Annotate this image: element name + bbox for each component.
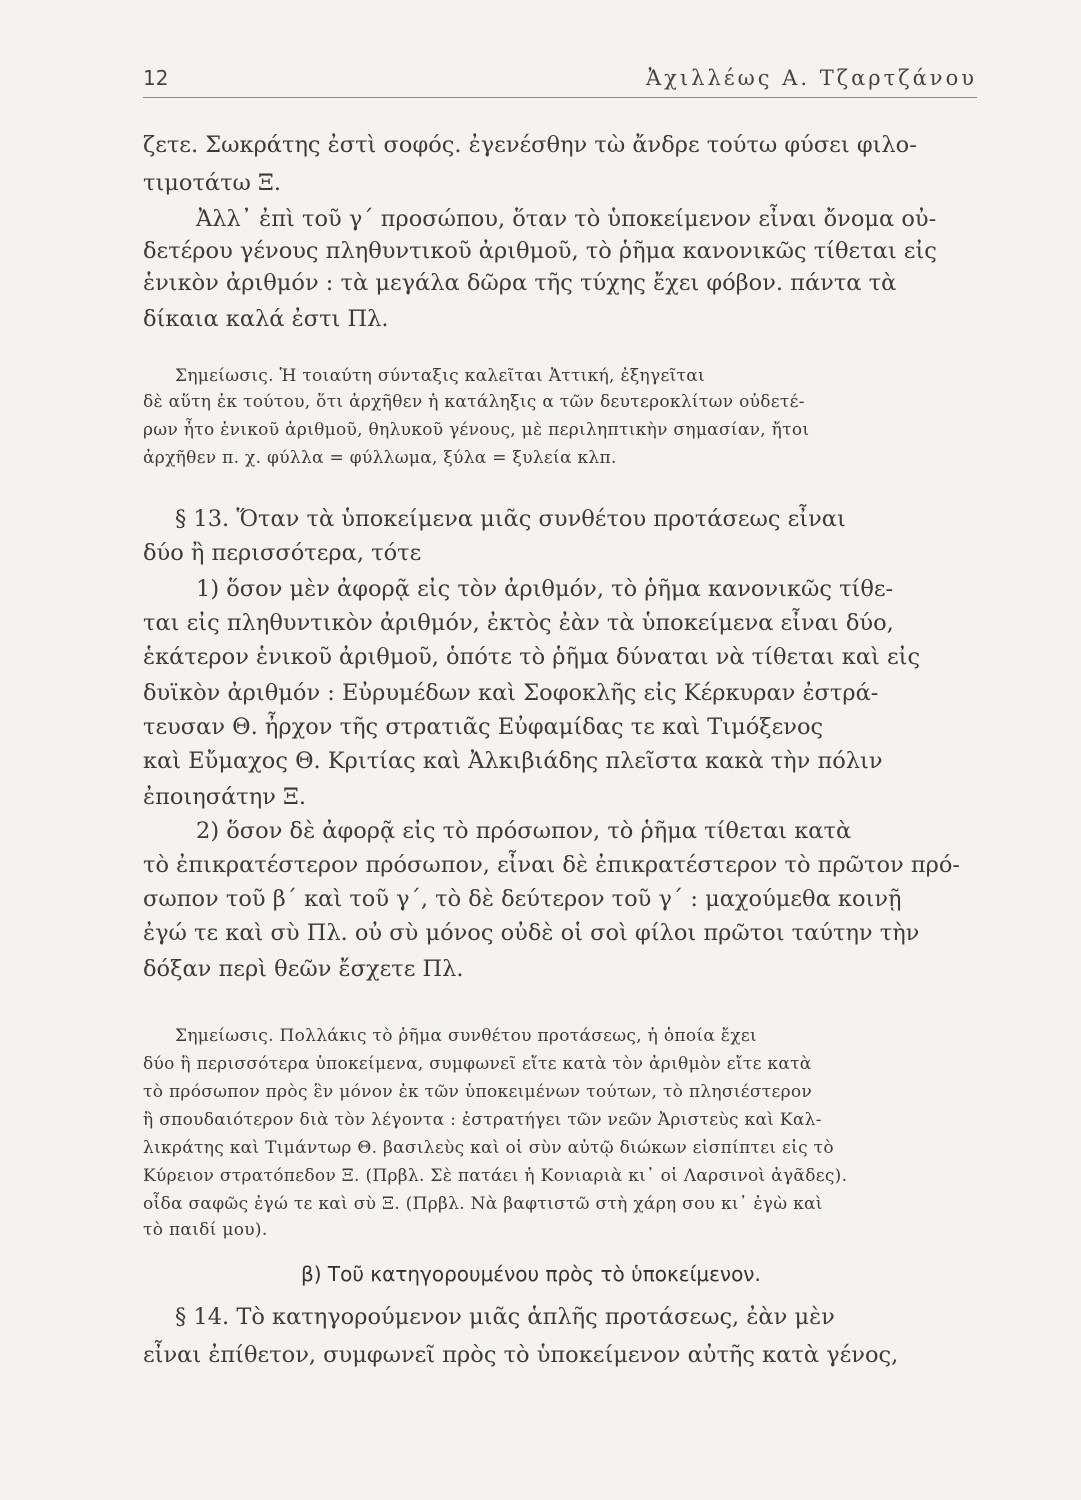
note-line: τὸ παιδί μου).: [143, 1220, 268, 1240]
header-rule: [143, 97, 977, 98]
page-number: 12: [143, 66, 169, 90]
text-line: σωπον τοῦ β´ καὶ τοῦ γ´, τὸ δὲ δεύτερον τοῦ γ´ : μαχούμεθα κοινῇ: [143, 886, 902, 912]
text-line: ἑνικὸν ἀριθμόν : τὰ μεγάλα δῶρα τῆς τύχης ἔχει φόβον. πάντα τὰ: [143, 270, 897, 296]
note-line: λικράτης καὶ Τιμάντωρ Θ. βασιλεὺς καὶ οἱ σὺν αὐτῷ διώκων εἰσπίπτει εἰς τὸ: [143, 1138, 834, 1158]
text-line: ἐποιησάτην Ξ.: [143, 784, 307, 810]
running-head: Ἀχιλλέως Α. Τζαρτζάνου: [646, 66, 977, 90]
text-line: τὸ ἐπικρατέστερον πρόσωπον, εἶναι δὲ ἐπικρατέστερον τὸ πρῶτον πρό-: [143, 852, 960, 878]
text-line: Ἀλλ᾽ ἐπὶ τοῦ γ´ προσώπου, ὅταν τὸ ὑποκείμενον εἶναι ὄνομα οὐ-: [196, 206, 937, 232]
text-line: δίκαια καλά ἐστι Πλ.: [143, 306, 389, 332]
note-line: δὲ αὕτη ἐκ τούτου, ὅτι ἀρχῆθεν ἡ κατάληξις α τῶν δευτεροκλίτων οὐδετέ-: [143, 392, 805, 412]
note-line: τὸ πρόσωπον πρὸς ἓν μόνον ἐκ τῶν ὑποκειμένων τούτων, τὸ πλησιέστερον: [143, 1082, 813, 1102]
note-line: οἶδα σαφῶς ἐγώ τε καὶ σὺ Ξ. (Πρβλ. Νὰ βαφτιστῶ στὴ χάρη σου κι᾽ ἐγὼ καὶ: [143, 1194, 823, 1214]
text-line: δόξαν περὶ θεῶν ἔσχετε Πλ.: [143, 956, 464, 982]
text-line: ἑκάτερον ἑνικοῦ ἀριθμοῦ, ὁπότε τὸ ῥῆμα δύναται νὰ τίθεται καὶ εἰς: [143, 644, 921, 670]
subsection-heading: β) Τοῦ κατηγορουμένου πρὸς τὸ ὑποκείμενον.: [301, 1262, 761, 1286]
text-line: ἐγώ τε καὶ σὺ Πλ. οὐ σὺ μόνος οὐδὲ οἱ σοὶ φίλοι πρῶτοι ταύτην τὴν: [143, 920, 920, 946]
note-line: Σημείωσις. Πολλάκις τὸ ῥῆμα συνθέτου προτάσεως, ἡ ὁποία ἔχει: [175, 1026, 757, 1046]
page-header: [143, 66, 977, 98]
note-line: ἀρχῆθεν π. χ. φύλλα = φύλλωμα, ξύλα = ξυλεία κλπ.: [143, 448, 617, 468]
text-line: τευσαν Θ. ἦρχον τῆς στρατιᾶς Εὐφαμίδας τε καὶ Τιμόξενος: [143, 714, 824, 740]
section-14-line: § 14. Τὸ κατηγορούμενον μιᾶς ἁπλῆς προτάσεως, ἐὰν μὲν: [175, 1304, 835, 1330]
note-line: Κύρειον στρατόπεδον Ξ. (Πρβλ. Σὲ πατάει ἡ Κονιαριὰ κι᾽ οἱ Λαρσινοὶ ἀγᾶδες).: [143, 1166, 848, 1186]
text-line: εἶναι ἐπίθετον, συμφωνεῖ πρὸς τὸ ὑποκείμενον αὐτῆς κατὰ γένος,: [143, 1342, 899, 1368]
text-line: τιμοτάτω Ξ.: [143, 170, 282, 196]
text-line: δυϊκὸν ἀριθμόν : Εὐρυμέδων καὶ Σοφοκλῆς εἰς Κέρκυραν ἐστρά-: [143, 680, 879, 706]
text-line: 1) ὅσον μὲν ἀφορᾷ εἰς τὸν ἀριθμόν, τὸ ῥῆμα κανονικῶς τίθε-: [196, 576, 894, 602]
text-line: 2) ὅσον δὲ ἀφορᾷ εἰς τὸ πρόσωπον, τὸ ῥῆμα τίθεται κατὰ: [196, 818, 852, 844]
note-line: δύο ἢ περισσότερα ὑποκείμενα, συμφωνεῖ εἴτε κατὰ τὸν ἀριθμὸν εἴτε κατὰ: [143, 1054, 812, 1074]
note-line: ρων ἦτο ἑνικοῦ ἀριθμοῦ, θηλυκοῦ γένους, μὲ περιληπτικὴν σημασίαν, ἤτοι: [143, 420, 810, 440]
note-line: Σημείωσις. Ἡ τοιαύτη σύνταξις καλεῖται Ἀττική, ἐξηγεῖται: [175, 366, 706, 386]
note-line: ἢ σπουδαιότερον διὰ τὸν λέγοντα : ἐστρατήγει τῶν νεῶν Ἀριστεὺς καὶ Καλ-: [143, 1110, 822, 1130]
text-line: καὶ Εὔμαχος Θ. Κριτίας καὶ Ἀλκιβιάδης πλεῖστα κακὰ τὴν πόλιν: [143, 748, 883, 774]
text-line: ται εἰς πληθυντικὸν ἀριθμόν, ἐκτὸς ἐὰν τὰ ὑποκείμενα εἶναι δύο,: [143, 610, 894, 636]
text-line: ζετε. Σωκράτης ἐστὶ σοφός. ἐγενέσθην τὼ ἄνδρε τούτω φύσει φιλο-: [143, 132, 917, 158]
section-13-line: § 13. Ὅταν τὰ ὑποκείμενα μιᾶς συνθέτου προτάσεως εἶναι: [175, 506, 846, 532]
text-line: δύο ἢ περισσότερα, τότε: [143, 540, 422, 566]
text-line: δετέρου γένους πληθυντικοῦ ἀριθμοῦ, τὸ ῥῆμα κανονικῶς τίθεται εἰς: [143, 238, 937, 264]
